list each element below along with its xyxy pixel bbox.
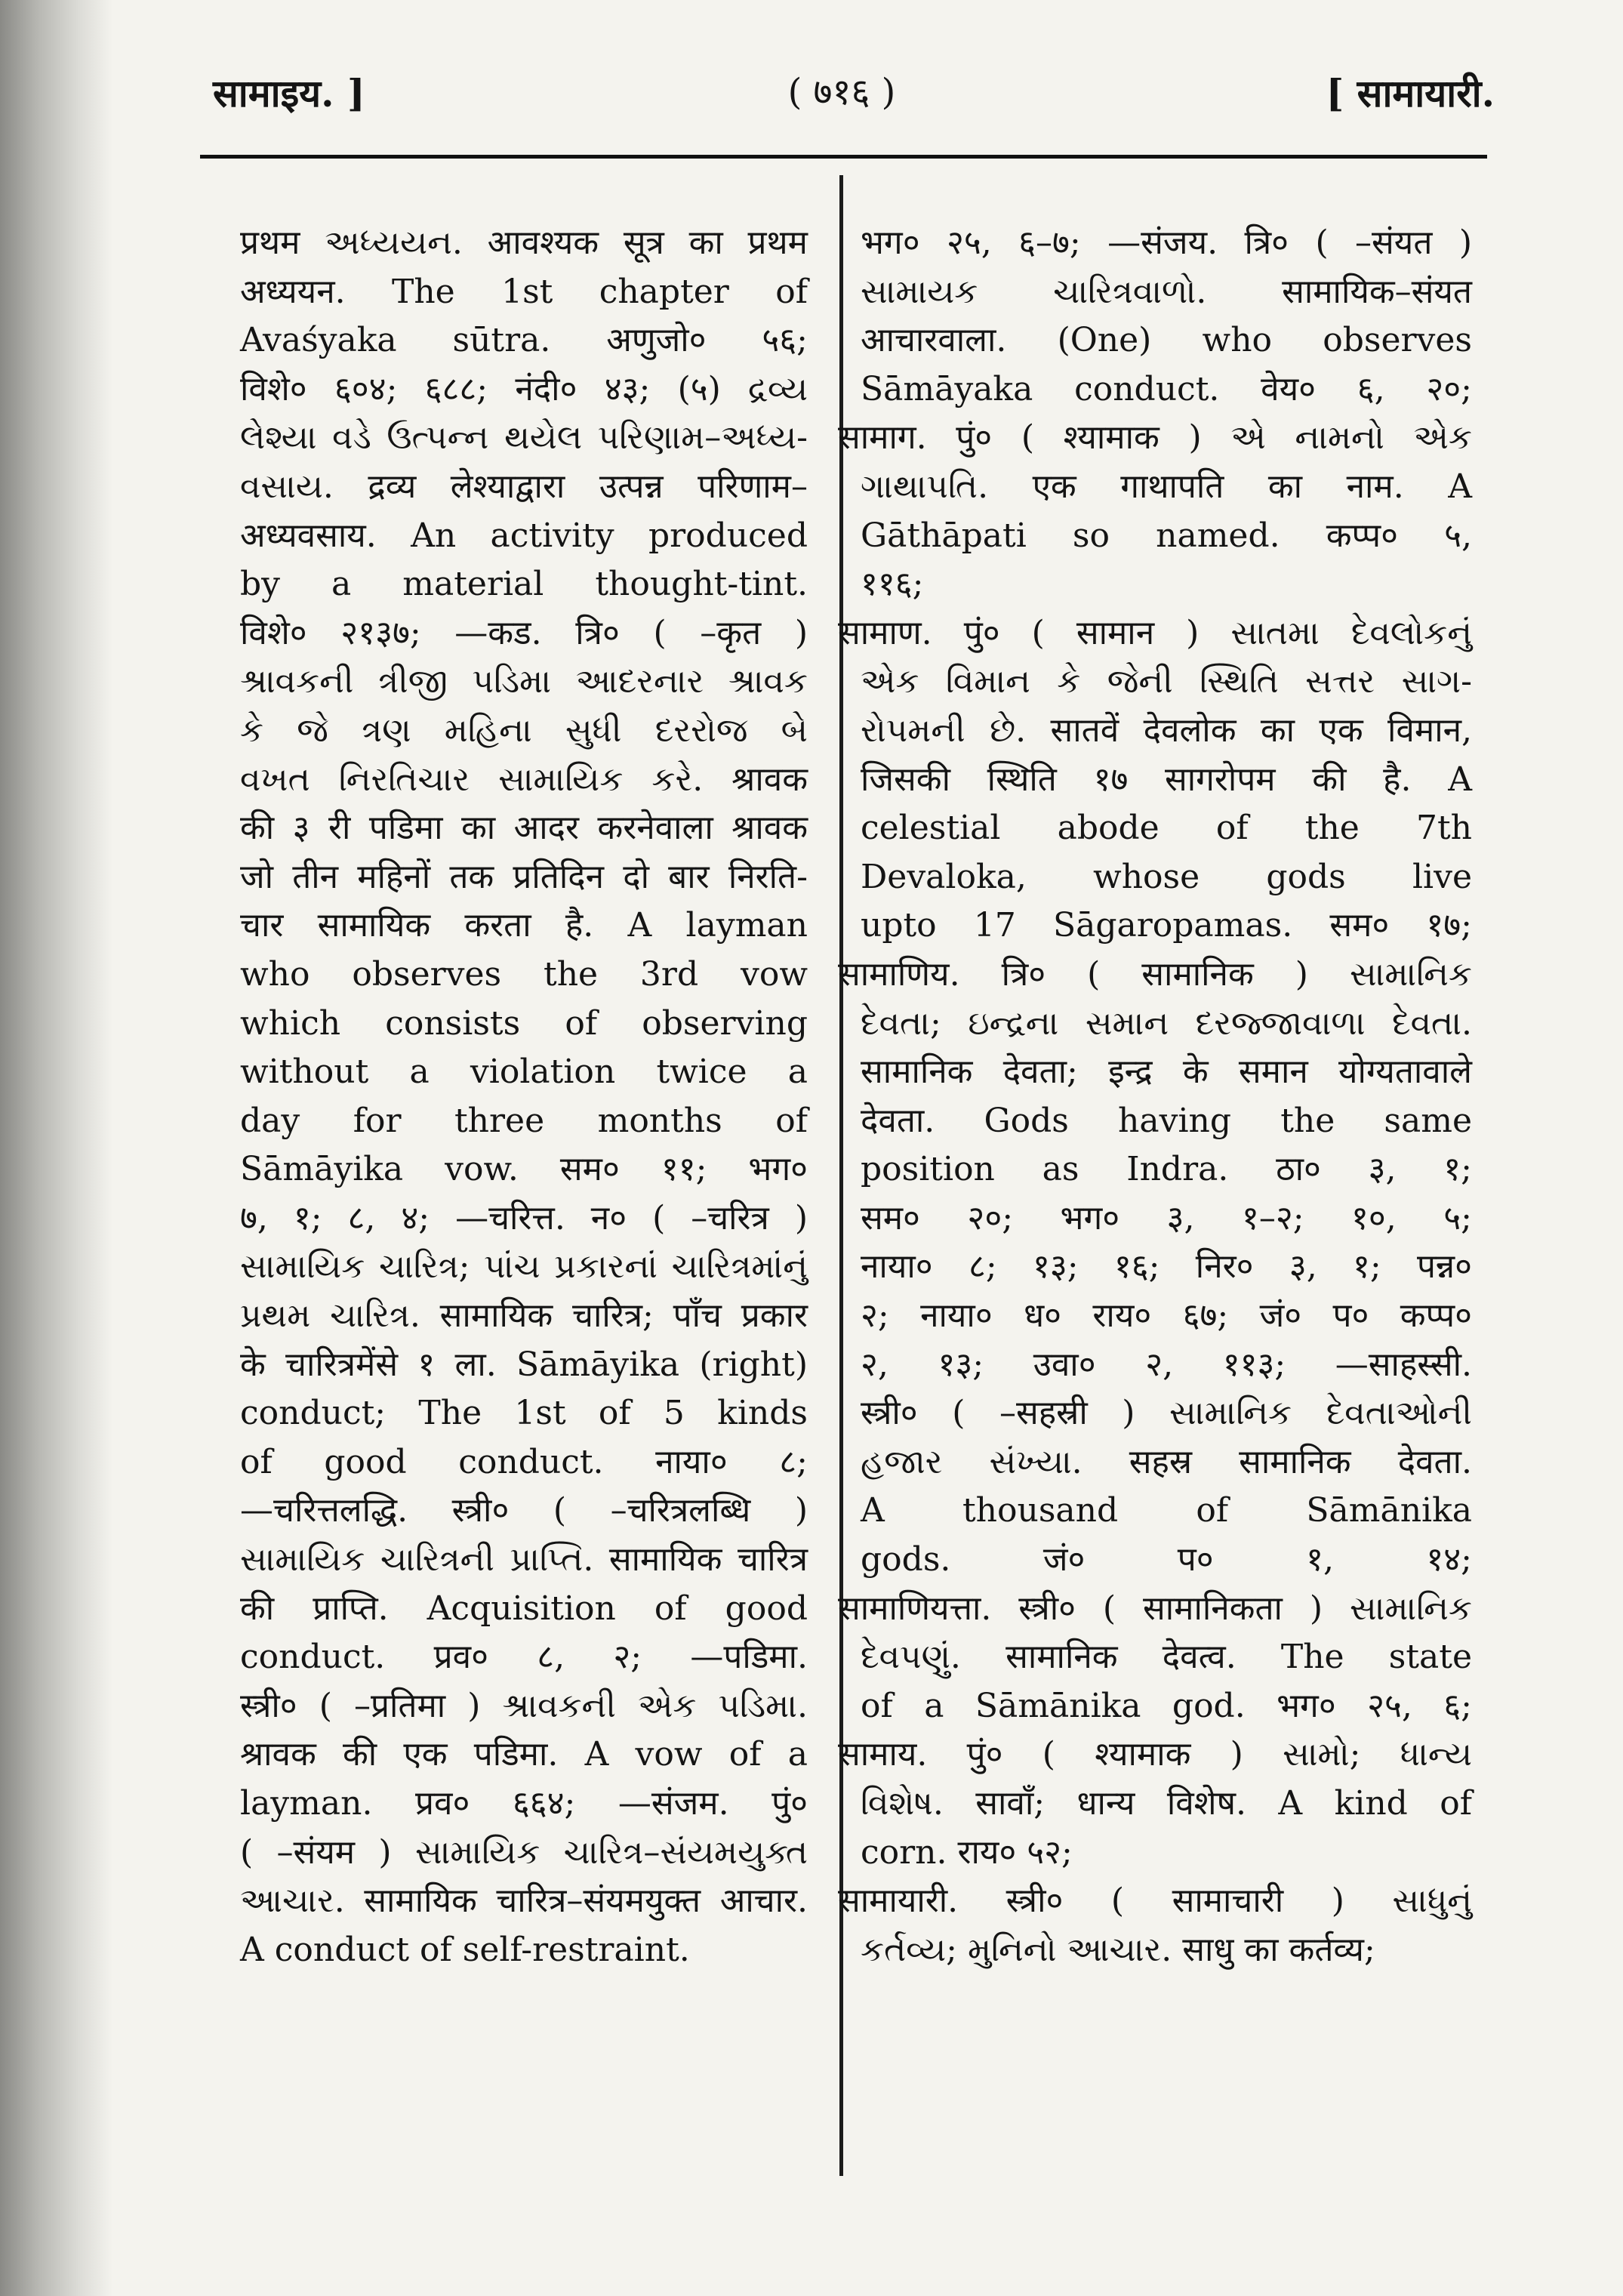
- left-column-line: ७, १; ८, ४; —चरित्त. न० ( –चरित्र ): [240, 1198, 808, 1237]
- right-column-line: રોપમની છે. सातवें देवलोक का एक विमान,: [861, 710, 1472, 750]
- right-column-line: देवता. Gods having the same: [861, 1101, 1472, 1140]
- right-column-line: सामाणियत्ता. स्त्री० ( सामानिकता ) સામાનિક: [838, 1589, 1472, 1628]
- right-column-line: सामाग. पुं० ( श्यामाक ) એ નામનો એક: [838, 418, 1472, 458]
- left-column-line: ( –संयम ) સામાયિક ચારિત્ર–સંયમયુક્ત: [240, 1832, 808, 1872]
- left-column-line: विशे० ६०४; ६८८; नंदी० ४३; (५) દ્રવ્ય: [240, 369, 808, 408]
- right-column-line: Gāthāpati so named. कप्प० ५,: [861, 516, 1472, 555]
- left-column-line: की ३ री पडिमा का आदर करनेवाला श्रावक: [240, 809, 808, 848]
- right-column-line: जिसकी स्थिति १७ सागरोपम की है. A: [861, 760, 1472, 799]
- left-column-line: સામાયિક ચારિત્રની પ્રાપ્તિ. सामायिक चारित्र: [240, 1540, 808, 1579]
- left-column-line: which consists of observing: [240, 1003, 808, 1043]
- right-column-line: એક વિમાન કે જેની સ્થિતિ સત્તર સાગ-: [861, 662, 1472, 701]
- right-column-line: आचारवाला. (One) who observes: [861, 321, 1472, 360]
- left-column-line: प्रथम અધ્યયન. आवश्यक सूत्र का प्रथम: [240, 223, 808, 262]
- right-column-line: सामाय. पुं० ( श्यामाक ) સામો; ધાન્ય: [838, 1735, 1472, 1774]
- right-column-line: सम० २०; भग० ३, १–२; १०, ५;: [861, 1198, 1472, 1237]
- left-column-line: जो तीन महिनों तक प्रतिदिन दो बार निरति-: [240, 857, 808, 896]
- left-column-line: આચાર. सामायिक चारित्र–संयमयुक्त आचार.: [240, 1881, 808, 1921]
- left-column-line: —चरित्तलद्धि. स्त्री० ( –चरित्रलब्धि ): [240, 1491, 808, 1530]
- right-column-line: सामाणिय. त्रि० ( सामानिक ) સામાનિક: [838, 954, 1472, 994]
- right-column-line: A thousand of Sāmānika: [861, 1491, 1472, 1530]
- right-column-line: Devaloka, whose gods live: [861, 857, 1472, 896]
- left-column-line: conduct. प्रव० ८, २; —पडिमा.: [240, 1638, 808, 1677]
- right-column-line: position as Indra. ठा० ३, १;: [861, 1150, 1472, 1189]
- left-column-line: layman. प्रव० ६६४; —संजम. पुं०: [240, 1784, 808, 1823]
- right-column-line: सामाण. पुं० ( सामान ) સાતમા દેવલોકનું: [838, 613, 1472, 652]
- right-column-line: કર્તવ્ય; મુનિનો આચાર. साधु का कर्तव्य;: [861, 1930, 1375, 1969]
- right-column-line: upto 17 Sāgaropamas. सम० १७;: [861, 906, 1472, 945]
- left-column-line: by a material thought-tint.: [240, 565, 808, 604]
- left-column-line: विशे० २१३७; —कड. त्रि० ( –कृत ): [240, 613, 808, 652]
- left-column-line: conduct; The 1st of 5 kinds: [240, 1394, 808, 1433]
- left-column: [240, 219, 808, 1974]
- left-column-line: A conduct of self-restraint.: [240, 1930, 690, 1969]
- right-column-line: સામાયક ચારિત્રવાળો. सामायिक–संयत: [861, 272, 1472, 311]
- right-column-line: corn. राय० ५२;: [861, 1832, 1073, 1872]
- right-column-line: ગાથાપતિ. एक गाथापति का नाम. A: [861, 467, 1472, 506]
- right-column-line: celestial abode of the 7th: [861, 809, 1472, 848]
- left-column-line: अध्यवसाय. An activity produced: [240, 516, 808, 555]
- header-rule: [200, 155, 1487, 159]
- header-right-guideword: [ सामायारी.: [1326, 71, 1495, 116]
- left-column-line: લેશ્યા વડે ઉત્પન્ન થયેલ પરિણામ–અધ્ય-: [240, 418, 808, 458]
- right-column-line: દેવપણું. सामानिक देवत्व. The state: [861, 1638, 1472, 1677]
- left-column-line: Avaśyaka sūtra. अणुजो० ५६;: [240, 321, 808, 360]
- left-column-line: day for three months of: [240, 1101, 808, 1140]
- right-column: [838, 219, 1472, 1974]
- right-column-line: नाया० ८; १३; १६; निर० ३, १; पन्न०: [861, 1247, 1472, 1287]
- right-column-line: २, १३; उवा० २, ११३; —साहस्सी.: [861, 1345, 1472, 1384]
- left-column-line: વખત નિરતિચાર સામાયિક કરે. श्रावक: [240, 760, 808, 799]
- left-column-line: की प्राप्ति. Acquisition of good: [240, 1589, 808, 1628]
- right-column-line: Sāmāyaka conduct. वेय० ६, २०;: [861, 369, 1472, 408]
- left-column-line: श्रावक की एक पडिमा. A vow of a: [240, 1735, 808, 1774]
- right-column-line: વિશેષ. सावाँ; धान्य विशेष. A kind of: [861, 1784, 1472, 1823]
- right-column-line: भग० २५, ६–७; —संजय. त्रि० ( –संयत ): [861, 223, 1472, 262]
- right-column-line: सामानिक देवता; इन्द्र के समान योग्यतावाले: [861, 1052, 1472, 1092]
- left-column-line: स्त्री० ( –प्रतिमा ) શ્રાવકની એક પડિમા.: [240, 1686, 808, 1725]
- left-column-line: કે જે ત્રણ મહિના સુધી દરરોજ બે: [240, 710, 808, 750]
- header-left-guideword: सामाइय. ]: [213, 71, 365, 116]
- column-divider: [839, 175, 843, 2176]
- left-column-line: of good conduct. नाया० ८;: [240, 1442, 808, 1481]
- left-column-line: સામાયિક ચારિત્ર; પાંચ પ્રકારનાં ચારિત્રમાંનું: [240, 1247, 808, 1287]
- right-column-line: હજાર સંખ્યા. सहस्र सामानिक देवता.: [861, 1442, 1472, 1481]
- left-column-line: who observes the 3rd vow: [240, 954, 808, 994]
- right-column-line: of a Sāmānika god. भग० २५, ६;: [861, 1686, 1472, 1725]
- left-column-line: without a violation twice a: [240, 1052, 808, 1092]
- right-column-line: gods. जं० प० १, १४;: [861, 1540, 1472, 1579]
- right-column-line: ११६;: [861, 565, 924, 604]
- left-column-line: પ્રથમ ચારિત્ર. सामायिक चारित्र; पाँच प्रकार: [240, 1296, 808, 1336]
- right-column-line: २; नाया० ध० राय० ६७; जं० प० कप्प०: [861, 1296, 1472, 1336]
- left-column-line: વસાય. द्रव्य लेश्याद्वारा उत्पन्न परिणाम–: [240, 467, 808, 506]
- left-column-line: Sāmāyika vow. सम० ११; भग०: [240, 1150, 808, 1189]
- right-column-line: દેવતા; ઇન્દ્રના સમાન દરજ્જાવાળા દેવતા.: [861, 1003, 1472, 1043]
- page-number: ( ७१६ ): [787, 71, 896, 113]
- right-column-line: स्त्री० ( –सहस्री ) સામાનિક દેવતાઓની: [861, 1394, 1472, 1433]
- left-column-line: શ્રાવકની ત્રીજી પડિમા આદરનાર શ્રાવક: [240, 662, 808, 701]
- left-column-line: चार सामायिक करता है. A layman: [240, 906, 808, 945]
- right-column-line: सामायारी. स्त्री० ( सामाचारी ) સાધુનું: [838, 1881, 1472, 1921]
- left-column-line: अध्ययन. The 1st chapter of: [240, 272, 808, 311]
- left-column-line: के चारित्रमेंसे १ ला. Sāmāyika (right): [240, 1345, 808, 1384]
